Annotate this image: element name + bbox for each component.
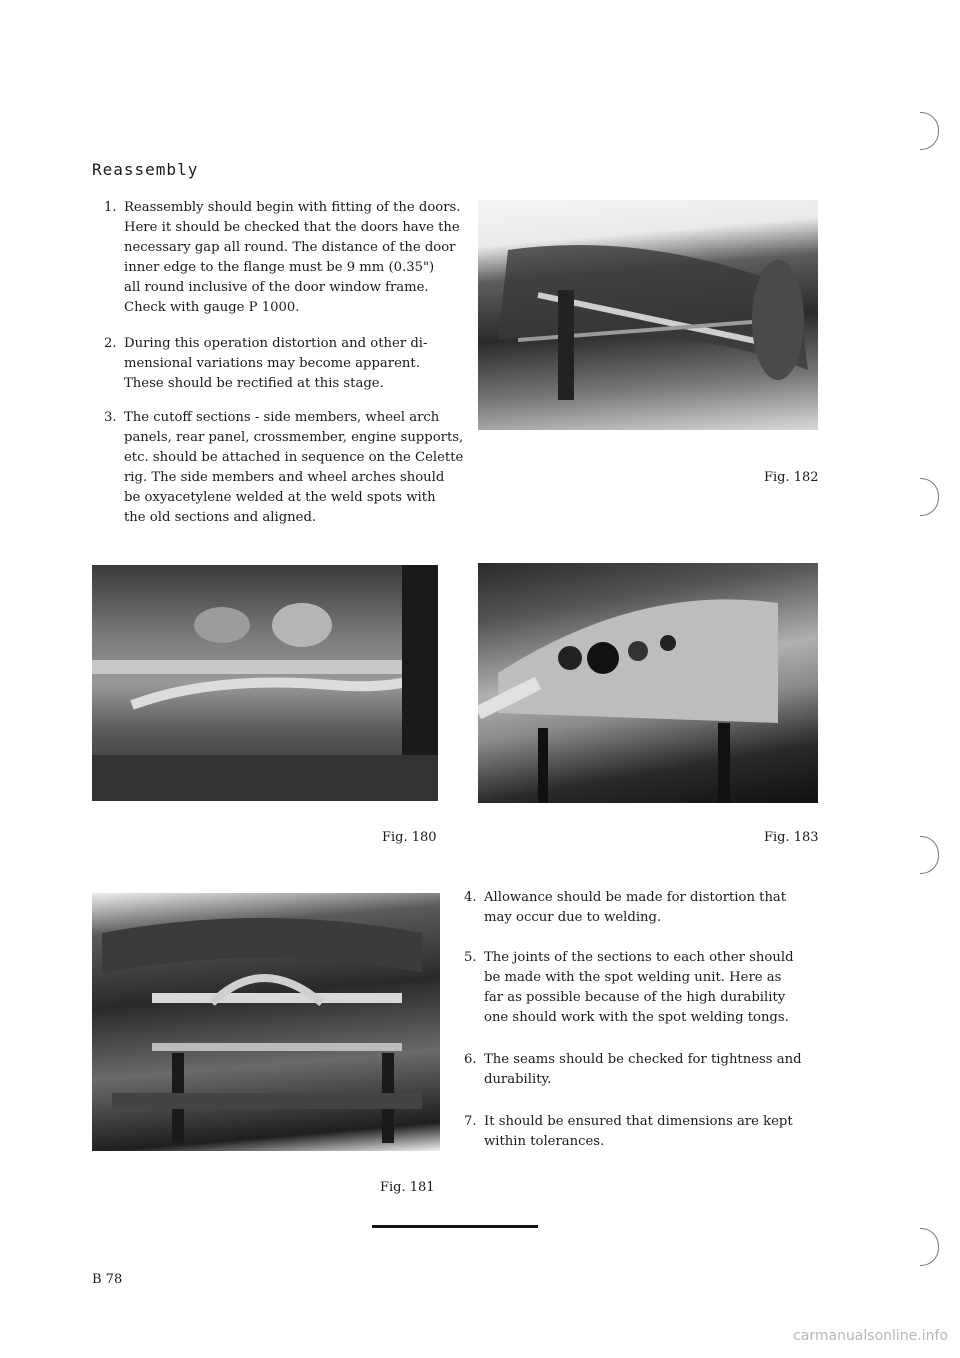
figure-181-caption: Fig. 181 <box>380 1180 435 1195</box>
step-text: The seams should be checked for tightness and durability. <box>484 1052 802 1087</box>
step-7 <box>464 1112 824 1156</box>
step-number: 1. <box>104 200 117 215</box>
watermark: carmanualsonline.info <box>793 1328 948 1344</box>
step-text: Allowance should be made for distortion that may occur due to welding. <box>484 890 787 925</box>
step-6 <box>464 1050 824 1094</box>
figure-181-photo <box>92 893 440 1151</box>
step-text: The joints of the sections to each other should be made with the spot welding unit. Here as far as possible because of the high durability one should work with the spot welding tongs. <box>484 950 794 1025</box>
celette-rig-illustration <box>92 893 440 1151</box>
step-1 <box>104 198 464 322</box>
figure-182-photo <box>478 200 818 430</box>
step-number: 2. <box>104 336 117 351</box>
step-number: 3. <box>104 410 117 425</box>
step-number: 4. <box>464 890 477 905</box>
step-3 <box>104 408 464 532</box>
crossmember-illustration <box>92 565 438 801</box>
binder-hole-mark <box>920 836 939 874</box>
step-text: The cutoff sections - side members, wheel arch panels, rear panel, crossmember, engine supports, etc. should be attached in sequence on the Celette rig. The side members and wheel arches should be oxyacetylene welded at the weld spots with the old sections and aligned. <box>124 410 464 525</box>
step-2 <box>104 334 464 398</box>
step-5 <box>464 948 824 1032</box>
footer-rule <box>372 1225 538 1228</box>
step-text: Reassembly should begin with fitting of the doors. Here it should be checked that the doors have the necessary gap all round. The distance of the door inner edge to the flange must be 9 mm (0.35") all round inclusive of the door window frame. Check with gauge P 1000. <box>124 200 461 315</box>
figure-182-caption: Fig. 182 <box>764 470 819 485</box>
step-text: During this operation distortion and other di- mensional variations may become apparent. These should be rectified at this stage. <box>124 336 428 391</box>
figure-180-caption: Fig. 180 <box>382 830 437 845</box>
binder-hole-mark <box>920 1228 939 1266</box>
car-frame-illustration <box>478 200 818 430</box>
step-4 <box>464 888 824 932</box>
step-number: 5. <box>464 950 477 965</box>
figure-183-caption: Fig. 183 <box>764 830 819 845</box>
section-heading: Reassembly <box>92 160 199 179</box>
binder-hole-mark <box>920 112 939 150</box>
binder-hole-mark <box>920 478 939 516</box>
page-number: B 78 <box>92 1272 123 1287</box>
figure-180-photo <box>92 565 438 801</box>
step-number: 7. <box>464 1114 477 1129</box>
figure-183-photo <box>478 563 818 803</box>
wheel-arch-panel-illustration <box>478 563 818 803</box>
step-text: It should be ensured that dimensions are kept within tolerances. <box>484 1114 793 1149</box>
step-number: 6. <box>464 1052 477 1067</box>
